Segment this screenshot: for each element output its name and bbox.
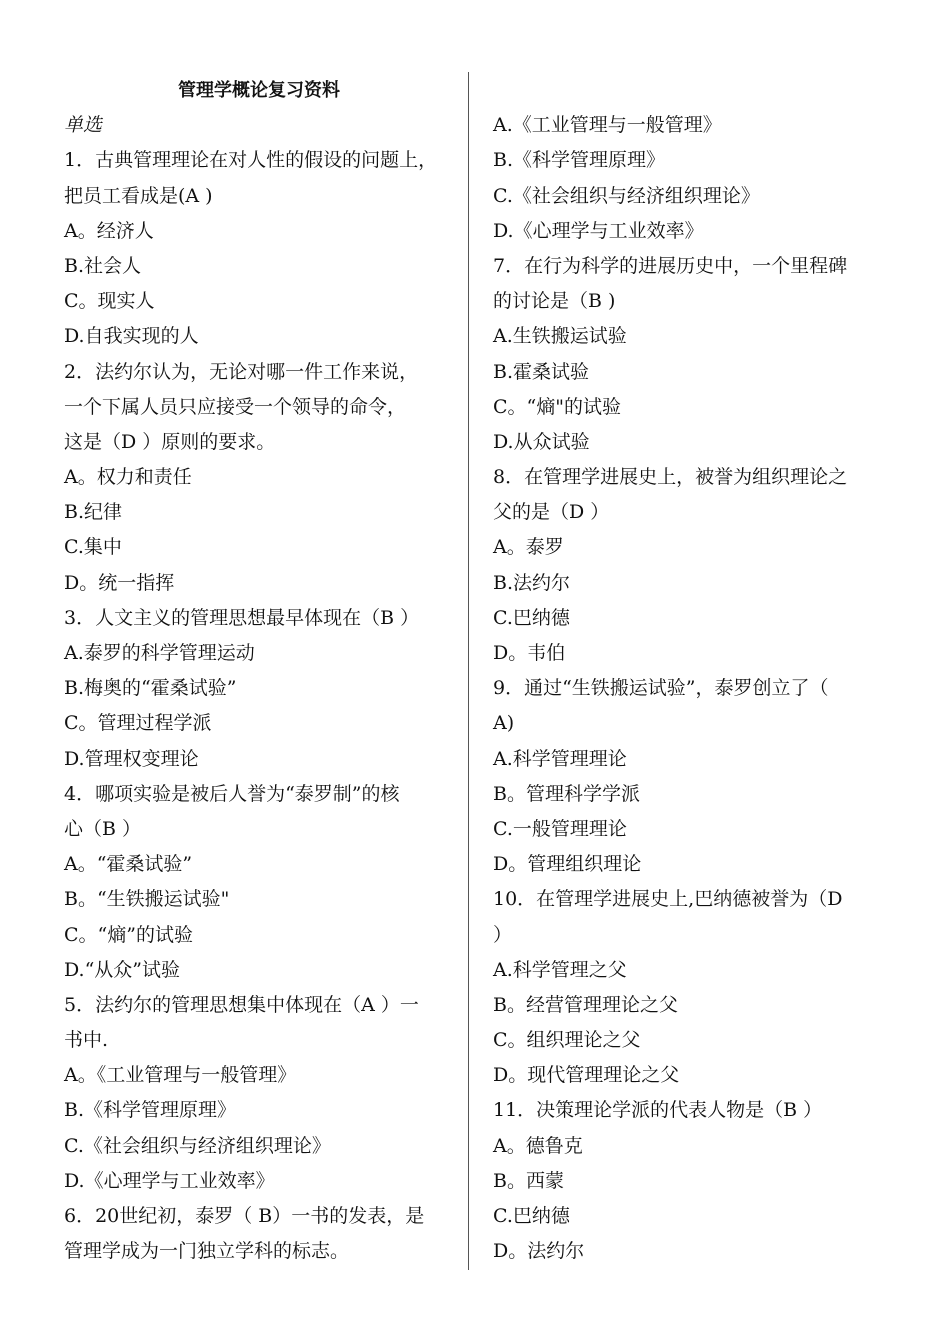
text-line: A。泰罗 xyxy=(493,536,564,559)
text-line: B。“生铁搬运试验" xyxy=(64,888,230,911)
text-line: 管理学成为一门独立学科的标志。 xyxy=(64,1240,350,1263)
left-column xyxy=(64,73,454,1269)
text-line: A。权力和责任 xyxy=(64,466,192,489)
text-line: A。德鲁克 xyxy=(493,1134,583,1157)
text-line: B。管理科学学派 xyxy=(493,782,640,805)
text-line: B.梅奥的“霍桑试验” xyxy=(64,677,237,700)
text-line: 4．哪项实验是被后人誉为“泰罗制”的核 xyxy=(64,782,400,805)
text-line: 8．在管理学进展史上，被誉为组织理论之 xyxy=(493,466,848,489)
text-line: B。经营管理理论之父 xyxy=(493,993,678,1016)
text-line: A.生铁搬运试验 xyxy=(493,325,627,348)
text-line: C.《社会组织与经济组织理论》 xyxy=(493,184,760,207)
section-heading: 单选 xyxy=(64,114,103,137)
text-line: A。经济人 xyxy=(64,219,154,242)
text-line: A.《工业管理与一般管理》 xyxy=(493,114,722,137)
left-column-lines xyxy=(64,143,454,1269)
text-line: C.集中 xyxy=(64,536,122,559)
text-line: 父的是（D ） xyxy=(493,501,610,524)
text-line: 书中. xyxy=(64,1029,109,1052)
text-line: D.自我实现的人 xyxy=(64,325,199,348)
text-line: C.巴纳德 xyxy=(493,1205,570,1227)
text-line: 9．通过“生铁搬运试验”，泰罗创立了（ xyxy=(493,677,829,700)
text-line: C。组织理论之父 xyxy=(493,1029,641,1052)
text-line: B.社会人 xyxy=(64,254,142,277)
text-line: B.《科学管理原理》 xyxy=(493,149,666,172)
text-line: 这是（D ）原则的要求。 xyxy=(64,430,276,453)
text-line: B.《科学管理原理》 xyxy=(64,1099,237,1122)
text-line: C。“熵"的试验 xyxy=(493,395,621,418)
text-line: 1．古典管理理论在对人性的假设的问题上， xyxy=(64,149,438,172)
text-line: 7．在行为科学的进展历史中，一个里程碑 xyxy=(493,254,848,277)
right-column-top-gap xyxy=(493,73,883,108)
text-line: C。现实人 xyxy=(64,290,155,313)
text-line: B.霍桑试验 xyxy=(493,360,590,383)
text-line: A。“霍桑试验” xyxy=(64,853,193,876)
text-line: B。西蒙 xyxy=(493,1169,564,1192)
text-line: D。法约尔 xyxy=(493,1240,585,1263)
document-title: 管理学概论复习资料 xyxy=(178,80,340,101)
text-line: 心（B ） xyxy=(64,817,142,840)
text-line: C.一般管理理论 xyxy=(493,817,627,840)
text-line: 3．人文主义的管理思想最早体现在（B ） xyxy=(64,606,420,629)
text-line: 2．法约尔认为，无论对哪一件工作来说， xyxy=(64,360,419,383)
text-line: A.科学管理之父 xyxy=(493,958,627,981)
right-column xyxy=(493,73,883,1269)
text-line: 11．决策理论学派的代表人物是（B ） xyxy=(493,1099,823,1122)
text-line: D.《心理学与工业效率》 xyxy=(64,1169,275,1192)
text-line: C.巴纳德 xyxy=(493,606,570,629)
text-line: A。《工业管理与一般管理》 xyxy=(64,1064,297,1087)
text-line: D。管理组织理论 xyxy=(493,853,642,876)
text-line: A.泰罗的科学管理运动 xyxy=(64,642,255,664)
text-line: C.《社会组织与经济组织理论》 xyxy=(64,1134,331,1157)
text-line: D。韦伯 xyxy=(493,642,566,664)
text-line: D.从众试验 xyxy=(493,430,590,453)
text-line: A.科学管理理论 xyxy=(493,747,627,770)
text-line: B.纪律 xyxy=(64,501,123,524)
text-line: D.“从众”试验 xyxy=(64,958,181,981)
text-line: D.《心理学与工业效率》 xyxy=(493,219,704,242)
text-line: 一个下属人员只应接受一个领导的命令， xyxy=(64,395,407,418)
text-line: B.法约尔 xyxy=(493,571,571,594)
text-line: 6．20世纪初，泰罗（ B）一书的发表，是 xyxy=(64,1205,425,1227)
text-line: 10．在管理学进展史上,巴纳德被誉为（D xyxy=(493,888,843,911)
text-line: ） xyxy=(493,923,513,946)
text-line: 把员工看成是(A ) xyxy=(64,184,213,207)
text-line: C。管理过程学派 xyxy=(64,712,212,735)
text-line: 5．法约尔的管理思想集中体现在（A ）一 xyxy=(64,993,419,1016)
column-divider xyxy=(468,72,469,1270)
text-line: C。“熵”的试验 xyxy=(64,923,193,946)
text-line: A) xyxy=(493,712,515,735)
text-line: 的讨论是（B ) xyxy=(493,290,616,313)
right-column-lines xyxy=(493,108,883,1269)
text-line: D.管理权变理论 xyxy=(64,747,199,770)
text-line: D。统一指挥 xyxy=(64,571,175,594)
text-line: D。现代管理理论之父 xyxy=(493,1064,680,1087)
